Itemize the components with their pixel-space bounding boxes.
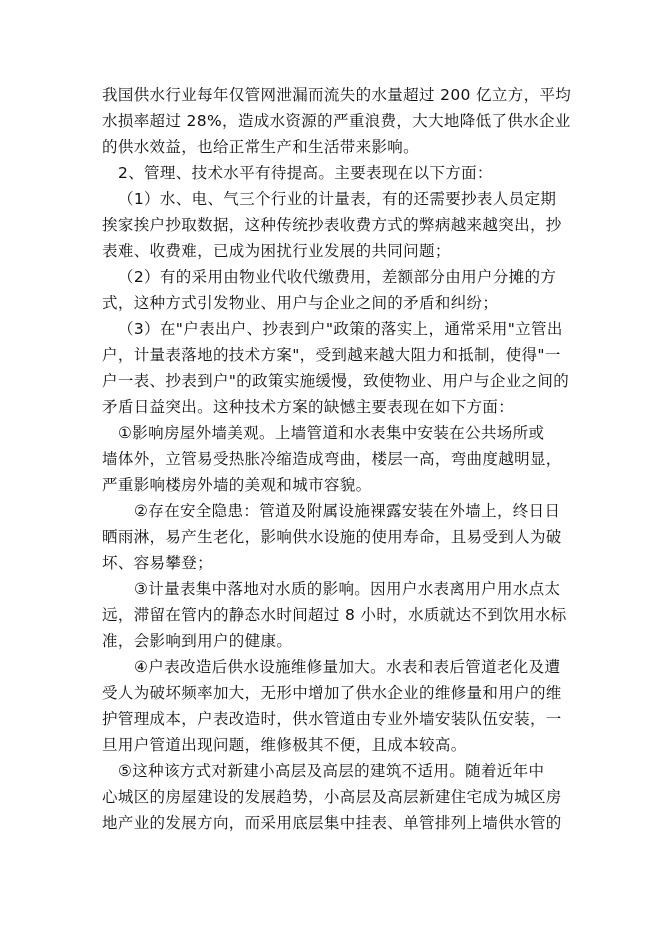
text-line: 表难、收费难，已成为困扰行业发展的共同问题； [102, 242, 451, 260]
text-line: 地产业的发展方向，而采用底层集中挂表、单管排列上墙供水管的 [102, 814, 562, 832]
text-line: 户，计量表落地的技术方案"，受到越来越大阻力和抵制，使得"一 [102, 346, 561, 364]
text-line: 挨家挨户抄取数据，这种传统抄表收费方式的弊病越来越突出，抄 [102, 216, 562, 234]
text-line: 坏、容易攀登； [102, 554, 213, 572]
text-line: 式，这种方式引发物业、用户与企业之间的矛盾和纠纷； [102, 294, 499, 312]
text-line: 护管理成本，户表改造时，供水管道由专业外墙安装队伍安装，一 [102, 710, 562, 728]
text-line: 严重影响楼房外墙的美观和城市容貌。 [102, 476, 372, 494]
text-line: ⑤这种该方式对新建小高层及高层的建筑不适用。随着近年中 [118, 762, 545, 780]
text-line: 的供水效益，也给正常生产和生活带来影响。 [102, 138, 420, 156]
text-line: 水损率超过 28%，造成水资源的严重浪费，大大地降低了供水企业 [102, 112, 571, 130]
text-line: 远，滞留在管内的静态水时间超过 8 小时，水质就达不到饮用水标 [102, 606, 567, 624]
text-line: 户一表、抄表到户"的政策实施缓慢，致使物业、用户与企业之间的 [102, 372, 570, 390]
text-line: 旦用户管道出现问题，维修极其不便，且成本较高。 [102, 736, 467, 754]
text-line: ②存在安全隐患：管道及附属设施裸露安装在外墙上，终日日 [134, 502, 561, 520]
text-line: （2）有的采用由物业代收代缴费用，差额部分由用户分摊的方 [118, 268, 557, 286]
text-line: ①影响房屋外墙美观。上墙管道和水表集中安装在公共场所或 [118, 424, 545, 442]
text-line: 准，会影响到用户的健康。 [102, 632, 293, 650]
text-line: （1）水、电、气三个行业的计量表，有的还需要抄表人员定期 [118, 190, 557, 208]
text-line: （3）在"户表出户、抄表到户"政策的落实上，通常采用"立管出 [118, 320, 563, 338]
text-line: 晒雨淋，易产生老化，影响供水设施的使用寿命，且易受到人为破 [102, 528, 562, 546]
text-line: 心城区的房屋建设的发展趋势，小高层及高层新建住宅成为城区房 [102, 788, 562, 806]
text-line: 受人为破坏频率加大，无形中增加了供水企业的维修量和用户的维 [102, 684, 562, 702]
text-line: 我国供水行业每年仅管网泄漏而流失的水量超过 200 亿立方，平均 [102, 86, 572, 104]
text-line: 2、管理、技术水平有待提高。主要表现在以下方面： [118, 164, 493, 182]
text-line: 墙体外，立管易受热胀冷缩造成弯曲，楼层一高，弯曲度越明显， [102, 450, 562, 468]
text-line: 矛盾日益突出。这种技术方案的缺憾主要表现在如下方面： [102, 398, 515, 416]
text-line: ④户表改造后供水设施维修量加大。水表和表后管道老化及遭 [134, 658, 561, 676]
text-line: ③计量表集中落地对水质的影响。因用户水表离用户用水点太 [134, 580, 561, 598]
